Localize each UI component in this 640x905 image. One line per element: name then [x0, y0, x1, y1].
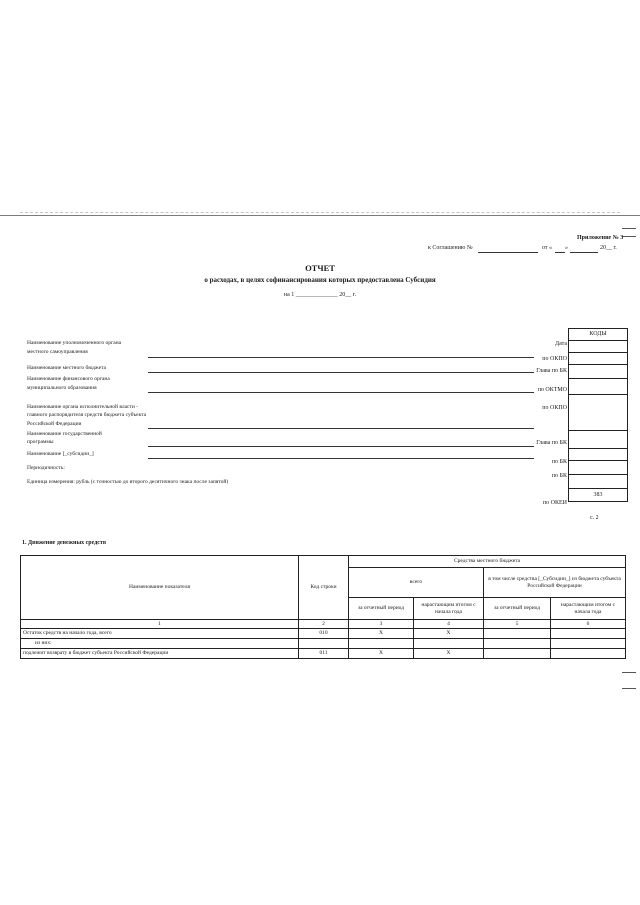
- col-header-period: за отчетный период: [349, 598, 414, 620]
- code-bk-1: [568, 449, 628, 461]
- field-state-program-line: [148, 446, 534, 447]
- code-blank: [568, 475, 628, 489]
- col-header-cumulative: нарастающим итогом с начала года: [414, 598, 484, 620]
- row-c6: [551, 629, 626, 639]
- row-name: Остаток средств на начало года, всего: [21, 629, 299, 639]
- label-oktmo: по ОКТМО: [537, 387, 567, 393]
- field-periodicity: Периодичность:: [27, 465, 65, 471]
- field-exec-org-line: [148, 428, 534, 429]
- col-header-total: всего: [349, 568, 484, 598]
- agreement-number-line: [478, 252, 538, 253]
- report-subtitle: о расходах, в целях софинансирования которых предоставлена Субсидия: [204, 276, 436, 284]
- col-num: 5: [484, 620, 551, 629]
- scan-edge: [0, 215, 640, 216]
- scan-edge: [20, 212, 620, 213]
- row-c6: [551, 649, 626, 659]
- report-title: ОТЧЕТ: [305, 263, 335, 273]
- close-quote: »: [565, 245, 568, 251]
- page-marker: с. 2: [590, 515, 599, 521]
- col-header-incl: в том числе средства [_Субсидии_] из бюджета субъекта Российской Федерации: [484, 568, 626, 598]
- code-oktmo: [568, 379, 628, 395]
- col-header-local-funds: Средства местного бюджета: [349, 556, 626, 568]
- year-label: 20__ г.: [600, 245, 617, 251]
- field-finance-org: Наименование финансового органа муниципального образования: [27, 376, 110, 391]
- label-okpo-2: по ОКПО: [542, 405, 567, 411]
- scan-mark: [622, 228, 636, 229]
- col-num: 6: [551, 620, 626, 629]
- field-unit: Единица измерения: рубль (с точностью до второго десятичного знака после запятой): [27, 479, 229, 485]
- row-code: 011: [299, 649, 349, 659]
- code-head-bk-2: [568, 431, 628, 449]
- row-code: 010: [299, 629, 349, 639]
- row-code: [299, 639, 349, 649]
- label-okei: по ОКЕИ: [542, 500, 567, 506]
- col-num: 3: [349, 620, 414, 629]
- code-head-bk: [568, 365, 628, 379]
- scan-mark: [622, 688, 636, 689]
- code-okei: 383: [568, 489, 628, 502]
- row-name: из них:: [21, 639, 299, 649]
- row-c5: [484, 649, 551, 659]
- col-header-cumulative-2: нарастающим итогом с начала года: [551, 598, 626, 620]
- field-exec-org: Наименование органа исполнительной власти - главного распорядителя средств бюджета субъекта Российской Федерации: [27, 404, 147, 427]
- row-c5: [484, 639, 551, 649]
- row-c6: [551, 639, 626, 649]
- scan-mark: [622, 672, 636, 673]
- appendix-title: Приложение № 3: [577, 235, 624, 241]
- column-numbers-row: [21, 620, 626, 629]
- table-row: [21, 629, 626, 639]
- field-org-name: Наименование уполномоченного органа местного самоуправления: [27, 340, 122, 355]
- code-okpo-2: [568, 395, 628, 431]
- field-local-budget: Наименование местного бюджета: [27, 365, 106, 371]
- day-line: [555, 252, 565, 253]
- code-bk-2: [568, 461, 628, 475]
- code-okpo: [568, 353, 628, 365]
- section-title: 1. Движение денежных средств: [22, 540, 107, 546]
- label-okpo: по ОКПО: [542, 356, 567, 362]
- col-num: 1: [21, 620, 299, 629]
- field-local-budget-line: [148, 372, 534, 373]
- row-c4: X: [414, 629, 484, 639]
- label-bk-1: по БК: [551, 459, 567, 465]
- label-date: Дата: [555, 341, 567, 347]
- label-head-bk-2: Глава по БК: [536, 440, 567, 446]
- report-date-line: на 1 ______________ 20__ г.: [283, 292, 357, 298]
- row-c4: X: [414, 649, 484, 659]
- field-subsidy-name: Наименование [_субсидии_]: [27, 451, 94, 457]
- col-header-name: Наименование показателя: [21, 556, 299, 620]
- field-state-program: Наименование государственной программы: [27, 431, 102, 446]
- from-label: от «: [542, 245, 553, 251]
- col-num: 4: [414, 620, 484, 629]
- label-head-bk: Глава по БК: [536, 368, 567, 374]
- cash-flow-table: [20, 555, 626, 659]
- label-bk-2: по БК: [551, 473, 567, 479]
- code-date: [568, 341, 628, 353]
- codes-table: [568, 328, 628, 502]
- row-c3: X: [349, 629, 414, 639]
- col-num: 2: [299, 620, 349, 629]
- codes-header: КОДЫ: [568, 328, 628, 341]
- row-name: подлежит возврату в бюджет субъекта Российской Федерации: [21, 649, 299, 659]
- row-c3: X: [349, 649, 414, 659]
- field-org-name-line: [148, 357, 534, 358]
- field-finance-org-line: [148, 392, 534, 393]
- table-row: [21, 639, 626, 649]
- row-c3: [349, 639, 414, 649]
- field-subsidy-name-line: [148, 458, 534, 459]
- row-c5: [484, 629, 551, 639]
- agreement-label: к Соглашению №: [428, 245, 473, 251]
- table-row: [21, 649, 626, 659]
- col-header-period-2: за отчетный период: [484, 598, 551, 620]
- month-line: [570, 252, 598, 253]
- row-c4: [414, 639, 484, 649]
- scan-mark: [622, 236, 636, 237]
- col-header-code: Код строки: [299, 556, 349, 620]
